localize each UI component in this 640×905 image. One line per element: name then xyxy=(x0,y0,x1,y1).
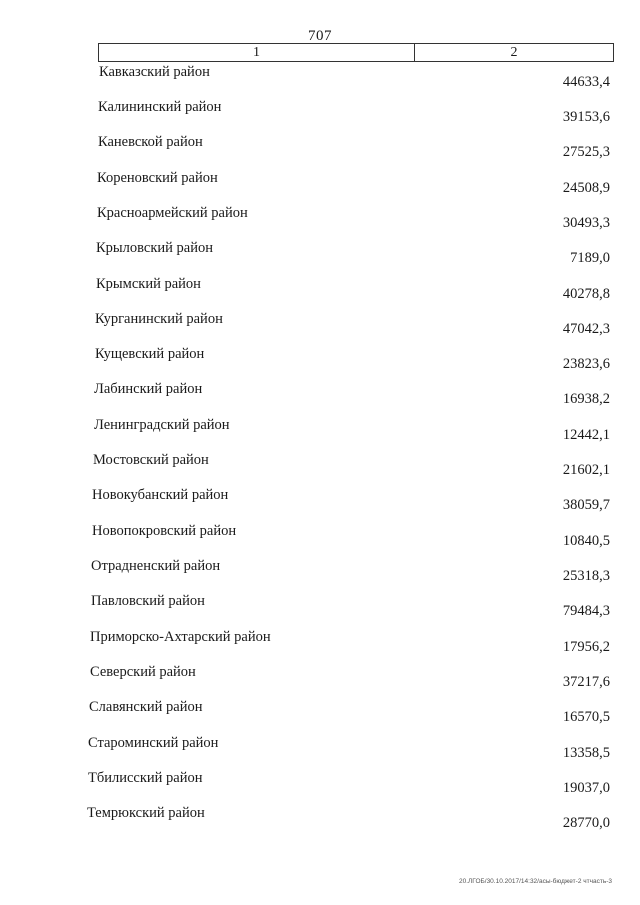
column-header-1: 1 xyxy=(99,44,415,61)
district-value: 10840,5 xyxy=(562,533,610,549)
page-number: 707 xyxy=(308,28,332,44)
district-name: Каневской район xyxy=(98,134,203,150)
table-row xyxy=(0,523,640,549)
district-value: 7189,0 xyxy=(570,250,610,266)
table-row xyxy=(0,205,640,231)
table-row xyxy=(0,452,640,478)
district-value: 19037,0 xyxy=(562,780,610,796)
table-row xyxy=(0,311,640,337)
district-value: 39153,6 xyxy=(562,109,610,125)
table-row xyxy=(0,558,640,584)
district-name: Кущевский район xyxy=(95,346,205,362)
district-name: Кореновский район xyxy=(97,170,218,186)
district-value: 79484,3 xyxy=(562,603,610,619)
table-row xyxy=(0,593,640,619)
district-value: 24508,9 xyxy=(562,180,610,196)
district-name: Павловский район xyxy=(91,593,205,609)
table-row xyxy=(0,64,640,90)
table-row xyxy=(0,487,640,513)
district-name: Крымский район xyxy=(96,276,201,292)
column-header-2: 2 xyxy=(510,45,518,60)
district-value: 27525,3 xyxy=(562,144,610,160)
district-value: 25318,3 xyxy=(562,568,610,584)
table-row xyxy=(0,417,640,443)
district-value: 37217,6 xyxy=(562,674,610,690)
district-name: Новопокровский район xyxy=(92,523,237,539)
district-name: Красноармейский район xyxy=(97,205,248,221)
table-row xyxy=(0,735,640,761)
table-row xyxy=(0,699,640,725)
district-value: 44633,4 xyxy=(562,74,610,90)
district-name: Приморско-Ахтарский район xyxy=(90,629,271,645)
district-value: 16570,5 xyxy=(562,709,610,725)
table-row xyxy=(0,99,640,125)
district-name: Мостовский район xyxy=(93,452,209,468)
table-row xyxy=(0,805,640,831)
district-value: 38059,7 xyxy=(562,497,610,513)
print-stamp: 20.ЛГОБ/30.10.2017/14:32/асы-бюджет-2 чтчасть-3 xyxy=(458,878,612,885)
district-name: Отрадненский район xyxy=(91,558,221,574)
district-value: 47042,3 xyxy=(562,321,610,337)
table-row xyxy=(0,240,640,266)
district-name: Тбилисский район xyxy=(88,770,203,786)
district-name: Лабинский район xyxy=(94,381,203,397)
district-name: Крыловский район xyxy=(96,240,213,256)
table-row xyxy=(0,276,640,302)
district-name: Калининский район xyxy=(98,99,222,115)
district-value: 16938,2 xyxy=(562,391,610,407)
table-row xyxy=(0,629,640,655)
district-name: Курганинский район xyxy=(95,311,223,327)
district-name: Темрюкский район xyxy=(87,805,205,821)
district-value: 40278,8 xyxy=(562,286,610,302)
table-row xyxy=(0,664,640,690)
district-value: 21602,1 xyxy=(562,462,610,478)
district-name: Староминский район xyxy=(88,735,219,751)
district-value: 23823,6 xyxy=(562,356,610,372)
district-name: Новокубанский район xyxy=(92,487,229,503)
district-name: Северский район xyxy=(90,664,196,680)
district-value: 28770,0 xyxy=(562,815,610,831)
table-row xyxy=(0,170,640,196)
district-name: Славянский район xyxy=(89,699,203,715)
district-name: Кавказский район xyxy=(99,64,210,80)
district-value: 17956,2 xyxy=(562,639,610,655)
district-name: Ленинградский район xyxy=(94,417,230,433)
table-row xyxy=(0,134,640,160)
table-row xyxy=(0,346,640,372)
district-value: 30493,3 xyxy=(562,215,610,231)
district-value: 13358,5 xyxy=(562,745,610,761)
table-row xyxy=(0,770,640,796)
district-value: 12442,1 xyxy=(562,427,610,443)
table-row xyxy=(0,381,640,407)
